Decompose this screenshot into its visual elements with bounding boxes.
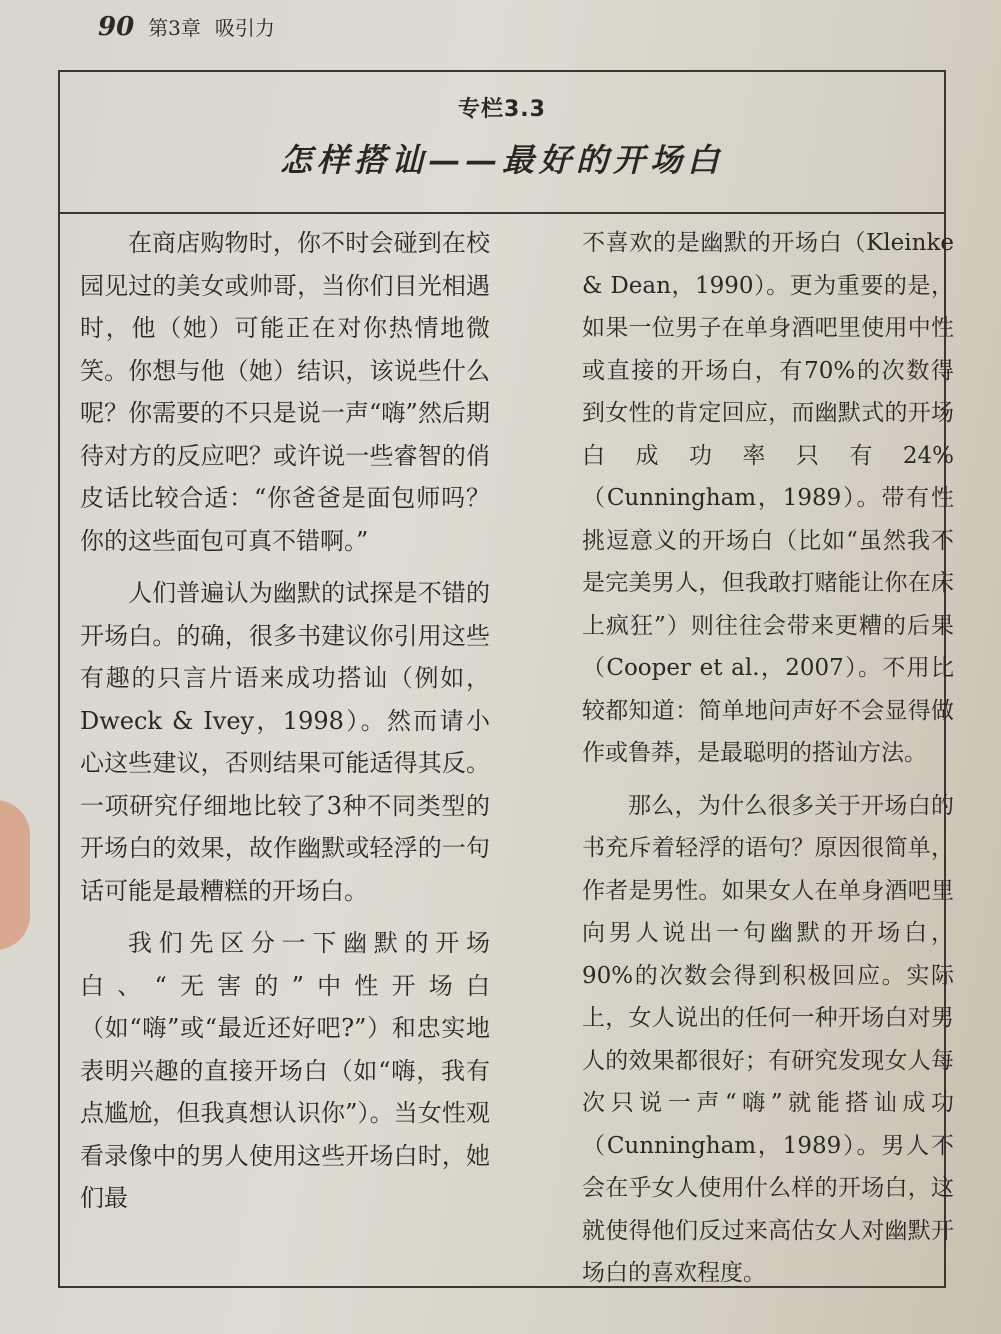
- running-header: [98, 12, 275, 48]
- paragraph: 那么，为什么很多关于开场白的书充斥着轻浮的语句？原因很简单，作者是男性。如果女人在单身酒吧里向男人说出一句幽默的开场白，90%的次数会得到积极回应。实际上，女人说出的任何一种开场白对男人的效果都很好；有研究发现女人每次只说一声“嗨”就能搭讪成功（Cunningham，1989）。男人不会在乎女人使用什么样的开场白，这就使得他们反过来高估女人对幽默开场白的喜欢程度。: [582, 792, 954, 1286]
- paragraph: 不喜欢的是幽默的开场白（Kleinke & Dean，1990）。更为重要的是，如果一位男子在单身酒吧里使用中性或直接的开场白，有70%的次数得到女性的肯定回应，而幽默式的开场白成功率只有24%（Cunningham，1989）。带有性挑逗意义的开场白（比如“虽然我不是完美男人，但我敢打赌能让你在床上疯狂”）则往往会带来更糟的后果（Cooper et al.，2007）。不用比较都知道：简单地问声好不会显得做作或鲁莽，是最聪明的搭讪方法。: [582, 230, 954, 766]
- sidebar-box: [58, 70, 954, 1288]
- chapter-number: 第3章: [148, 16, 201, 40]
- paragraph: 我们先区分一下幽默的开场白、“无害的”中性开场白（如“嗨”或“最近还好吧?”）和忠实地表明兴趣的直接开场白（如“嗨，我有点尴尬，但我真想认识你”）。当女性观看录像中的男人使用这些开场白时，她们最: [80, 929, 490, 1212]
- left-column: [80, 222, 490, 1230]
- box-title: 怎样搭讪——最好的开场白: [279, 141, 724, 179]
- thumb-shadow: [0, 800, 30, 950]
- paragraph: 在商店购物时，你不时会碰到在校园见过的美女或帅哥，当你们目光相遇时，他（她）可能正在对你热情地微笑。你想与他（她）结识，该说些什么呢？你需要的不只是说一声“嗨”然后期待对方的反应吧？或许说一些睿智的俏皮话比较合适：“你爸爸是面包师吗？你的这些面包可真不错啊。”: [80, 229, 490, 555]
- chapter-title: 吸引力: [214, 16, 275, 40]
- page-number: 90: [98, 12, 135, 42]
- paragraph: 人们普遍认为幽默的试探是不错的开场白。的确，很多书建议你引用这些有趣的只言片语来成功搭讪（例如，Dweck & Ivey，1998）。然而请小心这些建议，否则结果可能适得其反。一项研究仔细地比较了3种不同类型的开场白的效果，故作幽默或轻浮的一句话可能是最糟糕的开场白。: [80, 579, 490, 905]
- box-label: 专栏3.3: [458, 97, 546, 122]
- box-heading: [60, 72, 944, 214]
- right-column: [582, 222, 954, 1305]
